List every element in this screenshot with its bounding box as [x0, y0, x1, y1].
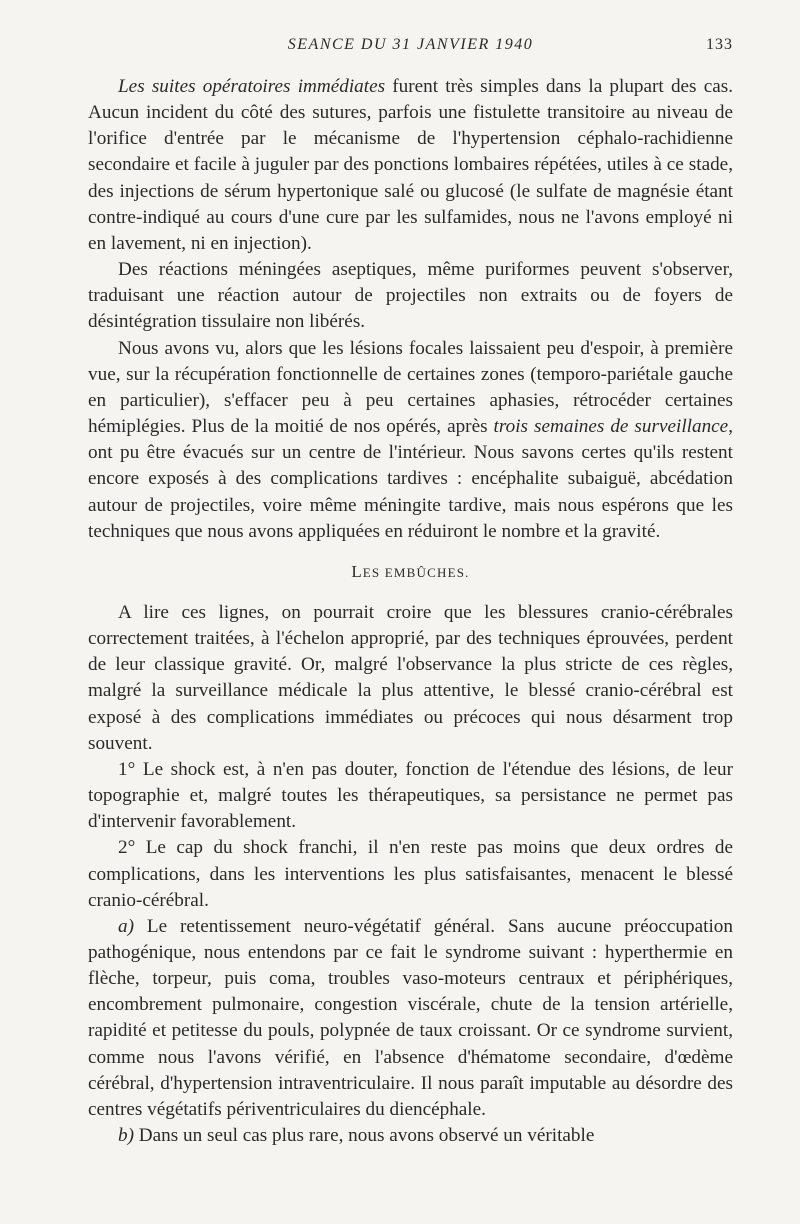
paragraph-text: Le retentissement neuro-végétatif général. Sans aucune préoccupation pathogénique, nous entendons par ce fait le syndrome suivant : hyperthermie en flèche, torpeur, puis coma, troubles vaso-moteurs centraux et périphériques, encombrement pulmonaire, congestion viscérale, chute de la tension artérielle, rapidité et petitesse du pouls, polypnée de taux croissant. Or ce syndrome survient, comme nous l'avons vérifié, en l'absence d'hématome secondaire, d'œdème cérébral, d'hypertension intraventriculaire. Il nous paraît imputable au désordre des centres végétatifs périventriculaires du diencéphale.	[88, 915, 733, 1120]
running-header	[88, 36, 733, 56]
paragraph-recovery	[88, 336, 733, 545]
paragraph-shock	[88, 757, 733, 835]
paragraph-item-b	[88, 1123, 733, 1149]
paragraph-text: , ont pu être évacués sur un centre de l'intérieur. Nous savons certes qu'ils restent encore exposés à des complications tardives : encéphalite subaiguë, abcédation autour de projectiles, voire même méningite tardive, mais nous espérons que les techniques que nous avons appliquées en réduiront le nombre et la gravité.	[88, 416, 733, 542]
paragraph-text: A lire ces lignes, on pourrait croire que les blessures cranio-cérébrales correctement traitées, à l'échelon approprié, par des techniques éprouvées, perdent de leur classique gravité. Or, malgré l'observance la plus stricte de ces règles, malgré la surveillance médicale la plus attentive, le blessé cranio-cérébral est exposé à des complications immédiates ou précoces qui nous désarment trop souvent.	[88, 601, 733, 754]
paragraph-text: Nous avons vu, alors que les lésions focales laissaient peu d'espoir, à première vue, sur la récupération fonctionnelle de certaines zones (temporo-pariétale gauche en particulier), s'effacer peu à peu certaines aphasies, rétrocéder certaines hémiplégies. Plus de la moitié de nos opérés, après	[88, 337, 733, 438]
paragraph-pitfalls-intro	[88, 600, 733, 757]
paragraph-immediate-outcomes	[88, 74, 733, 257]
list-label: b)	[118, 1125, 134, 1147]
section-heading	[88, 559, 733, 586]
paragraph-text: Des réactions méningées aseptiques, même puriformes peuvent s'observer, traduisant une réaction autour de projectiles non extraits ou de foyers de désintégration tissulaire non libérés.	[88, 259, 733, 333]
paragraph-text: furent très simples dans la plupart des cas. Aucun incident du côté des sutures, parfois une fistulette transitoire au niveau de l'orifice d'entrée par le mécanisme de l'hypertension céphalo-rachidienne secondaire et facile à juguler par des ponctions lombaires répétées, utiles à ce stade, des injections de sérum hypertonique salé ou glucosé (le sulfate de magnésie étant contre-indiqué au cours d'une cure par les sulfamides, nous ne l'avons employé ni en lavement, ni en injection).	[88, 76, 734, 254]
section-heading-initial: L	[351, 561, 363, 581]
list-label: a)	[118, 915, 134, 937]
italic-phrase: trois semaines de surveillance	[493, 416, 729, 438]
paragraph-item-a	[88, 914, 733, 1123]
italic-lead: Les suites opératoires immédiates	[118, 76, 386, 97]
running-title: SEANCE DU 31 JANVIER 1940	[287, 36, 534, 53]
section-heading-rest: ES EMBÛCHES.	[362, 564, 470, 580]
paragraph-text: 1° Le shock est, à n'en pas douter, fonction de l'étendue des lésions, de leur topographie et, malgré toutes les thérapeutiques, sa persistance ne permet pas d'intervenir favorablement.	[88, 758, 733, 833]
paragraph-text: Dans un seul cas plus rare, nous avons observé un véritable	[133, 1125, 595, 1147]
page-number: 133	[706, 36, 733, 53]
body-text	[88, 74, 733, 1149]
paragraph-meningeal-reactions	[88, 257, 733, 335]
paragraph-text: 2° Le cap du shock franchi, il n'en reste pas moins que deux ordres de complications, dans les interventions les plus satisfaisantes, menacent le blessé cranio-cérébral.	[88, 837, 733, 911]
paragraph-complications	[88, 835, 733, 913]
